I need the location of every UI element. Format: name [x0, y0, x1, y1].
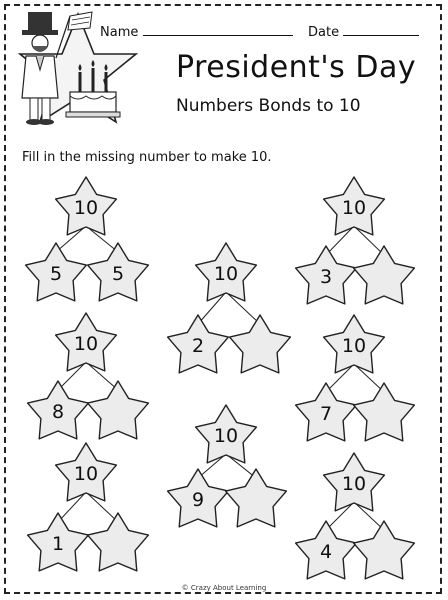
star-number: 3	[319, 266, 333, 288]
bond-8-part-left-star	[296, 521, 357, 579]
bond-6-part-left-star	[168, 469, 229, 527]
bond-5-part-left-star	[296, 383, 357, 441]
star-shape	[88, 513, 149, 571]
star-number: 4	[319, 541, 333, 563]
star-number: 10	[73, 333, 99, 355]
star-number: 8	[51, 401, 65, 423]
bond-3-part-left-star	[168, 315, 229, 373]
star-number: 10	[341, 197, 367, 219]
bond-8-whole-star	[324, 453, 385, 511]
star-shape	[354, 246, 415, 304]
star-number: 10	[213, 425, 239, 447]
bond-2-whole-star	[324, 177, 385, 235]
bond-3-whole-star	[196, 243, 257, 301]
bond-1-whole-star	[56, 177, 117, 235]
worksheet-subtitle: Numbers Bonds to 10	[176, 96, 361, 116]
star-number: 1	[51, 533, 65, 555]
star-number: 10	[341, 335, 367, 357]
bond-2-part-left-star	[296, 246, 357, 304]
bond-1-part-left-star	[26, 243, 87, 301]
bond-3-part-right-star[interactable]	[230, 315, 291, 373]
name-label: Name	[100, 25, 139, 40]
star-number: 10	[213, 263, 239, 285]
bond-4-whole-star	[56, 313, 117, 371]
bond-5-part-right-star[interactable]	[354, 383, 415, 441]
bond-4-part-left-star	[28, 381, 89, 439]
bond-2-part-right-star[interactable]	[354, 246, 415, 304]
copyright-footer: © Crazy About Learning	[181, 584, 267, 592]
date-label: Date	[308, 25, 340, 40]
bond-1-part-right-star	[88, 243, 149, 301]
bond-5-whole-star	[324, 315, 385, 373]
star-number: 10	[341, 473, 367, 495]
star-number: 5	[49, 263, 63, 285]
bond-7-whole-star	[56, 443, 117, 501]
star-number: 10	[73, 463, 99, 485]
star-number: 2	[191, 335, 205, 357]
star-shape	[230, 315, 291, 373]
worksheet-title: President's Day	[176, 50, 417, 85]
star-number: 9	[191, 489, 205, 511]
star-number: 5	[111, 263, 125, 285]
star-shape	[354, 521, 415, 579]
star-number: 7	[319, 403, 333, 425]
bond-6-part-right-star[interactable]	[226, 469, 287, 527]
star-shape	[88, 381, 149, 439]
bond-4-part-right-star[interactable]	[88, 381, 149, 439]
instructions: Fill in the missing number to make 10.	[22, 150, 272, 165]
bond-7-part-right-star[interactable]	[88, 513, 149, 571]
bond-7-part-left-star	[28, 513, 89, 571]
star-shape	[354, 383, 415, 441]
bond-6-whole-star	[196, 405, 257, 463]
bond-8-part-right-star[interactable]	[354, 521, 415, 579]
star-shape	[226, 469, 287, 527]
star-number: 10	[73, 197, 99, 219]
